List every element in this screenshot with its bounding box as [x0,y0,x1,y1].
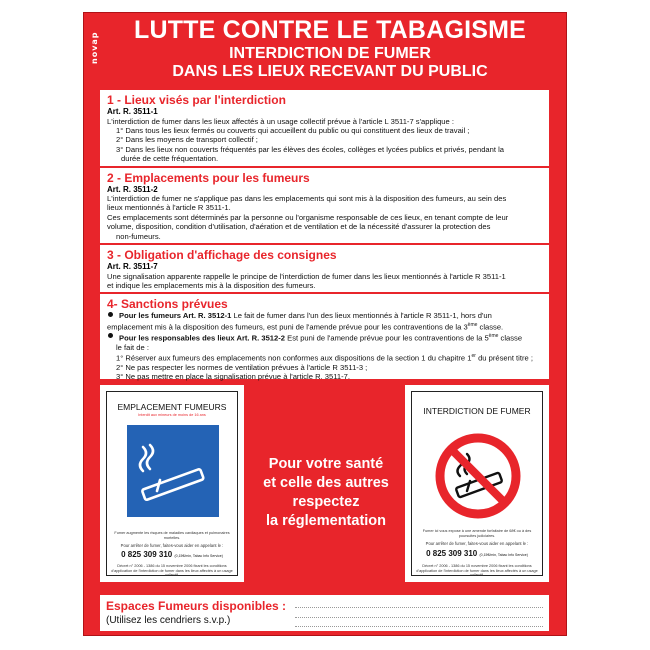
bullet-icon [108,312,113,317]
no-smoking-fine-warning: Fumer ici vous expose à une amende forfaitaire de 68€ ou à des poursuites judiciaires. [422,529,532,538]
health-message-line-2: et celle des autres [263,475,389,491]
section-3-line-2: et indique les emplacements mis à la disposition des fumeurs. [107,280,316,290]
phone-note: (0,15€/min, Tabac Info Service) [479,553,528,557]
section-3-line-1: Une signalisation apparente rappelle le principe de l'interdiction de fumer dans les lieux mentionnés à l'article R 3511-1 [107,271,506,281]
brand-logo: novap [90,31,99,65]
section-3-article: Art. R. 3511-7 [107,262,158,272]
sanction-smokers-line-2 [107,321,542,332]
smoking-area-decree: Décret n° 2006 - 1386 du 15 novembre 2006 fixant les conditions d'application de l'interdiction de fumer dans les lieux affectés à un usage collectif. [111,564,233,577]
smoking-area-health-warning: Fumer augmente les risques de maladies cardiaques et pulmonaires mortelles. [114,531,230,540]
section-1-item-1: 1° Dans tous les lieux fermés ou couverts qui accueillent du public ou qui constituent des lieux de travail ; [116,125,470,135]
no-smoking-help-text: Pour arrêter de fumer, faites-vous aider en appelant le : [425,541,529,546]
smoking-spaces-footer [100,595,549,631]
page-subtitle-1: INTERDICTION DE FUMER [229,45,431,62]
section-2-article: Art. R. 3511-2 [107,184,158,194]
smoking-area-card-frame [106,391,238,576]
smoking-area-card [100,385,244,582]
write-in-line [295,607,543,608]
no-smoking-title: INTERDICTION DE FUMER [423,406,531,416]
smoking-spaces-title: Espaces Fumeurs disponibles : [106,599,287,613]
section-2-line-1: L'interdiction de fumer ne s'applique pas dans les emplacements qui sont mis à la disposition des fumeurs, au sein des [107,194,507,204]
sanction-item-2: 2° Ne pas respecter les normes de ventilation prévues à l'article R 3511-3 ; [116,363,368,372]
phone-number: 0 825 309 310 [121,550,173,559]
sanction-managers-text: Est puni de l'amende prévue pour les contraventions de la 5 [285,333,489,343]
section-2 [107,171,542,246]
smoking-area-caption: Interdit aux mineurs de moins de 16 ans [138,413,206,417]
sanction-managers-label: Pour les responsables des lieux Art. R. 3512-2 [119,333,286,343]
no-smoking-card [405,385,549,582]
no-smoking-icon [434,432,522,520]
write-in-line [295,617,543,618]
header [112,16,548,81]
page-title: LUTTE CONTRE LE TABAGISME [133,16,527,44]
health-message [250,455,402,531]
page-subtitle-2: DANS LES LIEUX RECEVANT DU PUBLIC [172,63,488,80]
sanction-smokers-text: Le fait de fumer dans l'un des lieux mentionnés à l'article R 3511-1, hors d'un [231,311,492,321]
sanction-managers-end: classe [498,333,523,343]
section-1-item-3: 3° Dans les lieux non couverts fréquentés par les élèves des écoles, collèges et lycées publics et privés, pendant la [116,144,505,154]
superscript: ème [467,321,478,328]
sanction-smokers-line-2-text: emplacement mis à la disposition des fumeurs, est puni de l'amende prévue pour les contraventions de la 3 [107,322,468,332]
smoking-allowed-icon [127,425,219,517]
divider [100,292,549,294]
write-in-line [295,626,543,627]
section-1-item-3-cont: durée de cette fréquentation. [121,154,219,164]
phone-note: (0,15€/min, Tabac Info Service) [174,554,223,558]
no-smoking-phone [412,549,542,558]
section-2-line-5: non-fumeurs. [116,231,161,241]
no-smoking-decree: Décret n° 2006 - 1386 du 15 novembre 2006 fixant les conditions d'application de l'interdiction de fumer dans les lieux affectés à un usage collectif. [416,564,538,577]
section-2-title: 2 - Emplacements pour les fumeurs [107,170,310,185]
health-message-line-4: la réglementation [265,513,387,529]
section-2-line-3: Ces emplacements sont déterminés par la personne ou l'organisme responsable de ces lieux, en tenant compte de leur [107,212,509,222]
sanction-smokers-line-2-end: classe. [477,322,504,332]
sanction-smokers [107,311,542,320]
section-1-item-2: 2° Dans les moyens de transport collectif ; [116,135,258,145]
sanction-item-1-end: du présent titre ; [475,353,533,363]
health-message-line-3: respectez [292,494,360,510]
section-4-title: 4- Sanctions prévues [107,297,228,312]
bullet-icon [108,333,113,338]
sanction-managers [107,332,542,343]
superscript: ème [488,332,499,339]
sanction-managers-line-2: le fait de : [116,342,149,352]
section-1-intro: L'interdiction de fumer dans les lieux affectés à un usage collectif prévue à l'article L 3511-7 s'applique : [107,116,454,126]
regulation-panel [100,90,549,382]
section-1-article: Art. R. 3511-1 [107,107,158,116]
smoking-area-phone [107,550,237,559]
section-1-title: 1 - Lieux visés par l'interdiction [107,93,286,107]
health-message-line-1: Pour votre santé [268,456,384,472]
section-2-line-2: lieux mentionnés à l'article R 3511-1. [107,203,231,213]
smoking-spaces-subtitle: (Utilisez les cendriers s.v.p.) [106,615,231,626]
no-smoking-card-frame [411,391,543,576]
section-4 [107,297,542,381]
section-2-line-4: volume, disposition, condition d'utilisation, d'aération et de ventilation et de la nécessité d'assurer la protection des [107,222,491,232]
sanction-item-1 [107,352,542,363]
phone-number: 0 825 309 310 [426,549,478,558]
superscript: er [471,353,476,360]
divider [100,166,549,168]
smoking-area-title: EMPLACEMENT FUMEURS [117,402,227,412]
section-3 [107,248,542,294]
sanction-item-1-text: 1° Réserver aux fumeurs des emplacements non conformes aux dispositions de la section 1 du chapitre 1 [116,353,472,363]
section-1 [107,93,542,168]
smoking-area-help-text: Pour arrêter de fumer, faites-vous aider en appelant le : [120,543,224,548]
section-3-title: 3 - Obligation d'affichage des consignes [107,248,337,263]
sanction-item-3: 3° Ne pas mettre en place la signalisation prévue à l'article R. 3511-7. [116,372,350,382]
divider [100,243,549,245]
sanction-smokers-label: Pour les fumeurs Art. R. 3512-1 [119,311,232,321]
